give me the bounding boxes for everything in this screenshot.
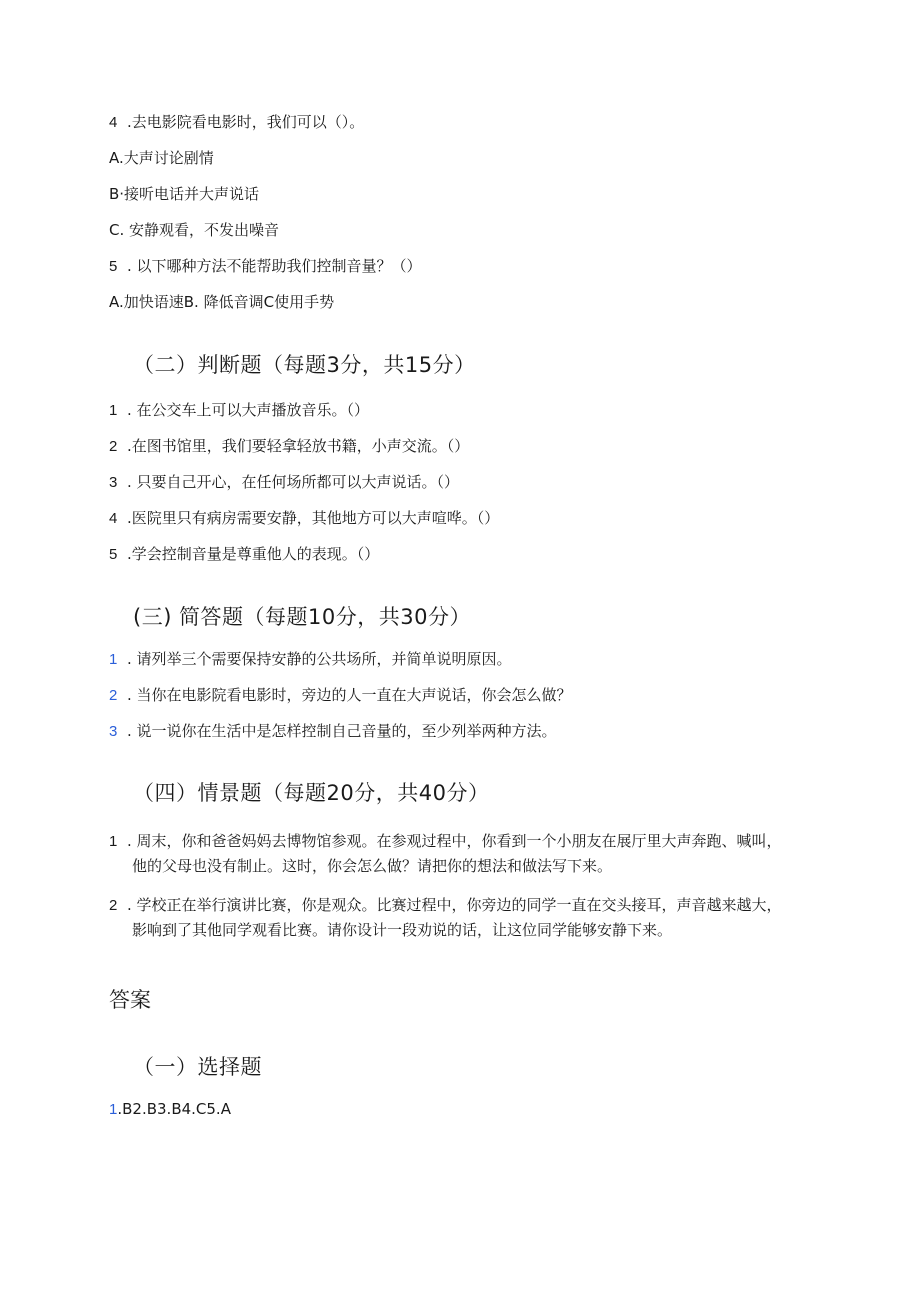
- answer-number: 1: [109, 1101, 118, 1118]
- item-text: . 说一说你在生活中是怎样控制自己音量的，至少列举两种方法。: [127, 722, 557, 740]
- question-text: .去电影院看电影时，我们可以（）。: [127, 113, 365, 131]
- item-number: 4: [109, 510, 118, 527]
- judgement-item: [109, 509, 499, 528]
- item-text: . 只要自己开心，在任何场所都可以大声说话。（）: [127, 473, 460, 491]
- item-text: .在图书馆里，我们要轻拿轻放书籍，小声交流。（）: [127, 437, 470, 455]
- question-5-options: A.加快语速B. 降低音调C使用手势: [109, 293, 335, 311]
- item-text: .医院里只有病房需要安静，其他地方可以大声喧哗。（）: [127, 509, 500, 527]
- section-title-judgement: （二）判断题（每题3分，共15分）: [133, 353, 476, 377]
- option-c: C. 安静观看，不发出噪音: [109, 221, 280, 239]
- item-number: 5: [109, 546, 118, 563]
- question-number: 4: [109, 114, 118, 131]
- scenario-item: [109, 893, 809, 942]
- item-number: 3: [109, 723, 118, 740]
- item-number: 1: [109, 651, 118, 668]
- item-text: .学会控制音量是尊重他人的表现。（）: [127, 545, 380, 563]
- item-number: 3: [109, 474, 118, 491]
- question-text: . 以下哪种方法不能帮助我们控制音量？（）: [127, 257, 422, 275]
- answers-section-title: （一）选择题: [133, 1055, 262, 1079]
- item-text-continued: 影响到了其他同学观看比赛。请你设计一段劝说的话，让这位同学能够安静下来。: [132, 921, 673, 939]
- section-title-short-answer: (三) 简答题（每题10分，共30分）: [133, 605, 472, 629]
- question-number: 5: [109, 258, 118, 275]
- scenario-item: [109, 829, 809, 878]
- section-title-scenario: （四）情景题（每题20分，共40分）: [133, 781, 490, 805]
- item-text: . 周末，你和爸爸妈妈去博物馆参观。在参观过程中，你看到一个小朋友在展厅里大声奔跑、喊叫，: [127, 832, 782, 850]
- item-number: 2: [109, 687, 118, 704]
- option-a: A.大声讨论剧情: [109, 149, 214, 167]
- item-text: . 请列举三个需要保持安静的公共场所，并简单说明原因。: [127, 650, 512, 668]
- item-text: . 学校正在举行演讲比赛，你是观众。比赛过程中，你旁边的同学一直在交头接耳，声音越来越大，: [127, 896, 782, 914]
- item-text: . 当你在电影院看电影时，旁边的人一直在大声说话，你会怎么做？: [127, 686, 572, 704]
- answers-line: [109, 1100, 231, 1119]
- short-answer-item: [109, 650, 512, 669]
- item-text-continued: 他的父母也没有制止。这时，你会怎么做？请把你的想法和做法写下来。: [132, 857, 613, 875]
- judgement-item: [109, 401, 369, 420]
- answer-text: .B2.B3.B4.C5.A: [117, 1100, 231, 1118]
- judgement-item: [109, 437, 469, 456]
- item-number: 1: [109, 833, 118, 850]
- item-text: . 在公交车上可以大声播放音乐。（）: [127, 401, 370, 419]
- item-number: 2: [109, 897, 118, 914]
- question-5: [109, 257, 422, 276]
- option-b: B·接听电话并大声说话: [109, 185, 260, 203]
- item-number: 2: [109, 438, 118, 455]
- question-4: [109, 113, 364, 132]
- item-number: 1: [109, 402, 118, 419]
- short-answer-item: [109, 722, 557, 741]
- short-answer-item: [109, 686, 572, 705]
- judgement-item: [109, 545, 379, 564]
- answers-heading: 答案: [109, 988, 151, 1012]
- judgement-item: [109, 473, 459, 492]
